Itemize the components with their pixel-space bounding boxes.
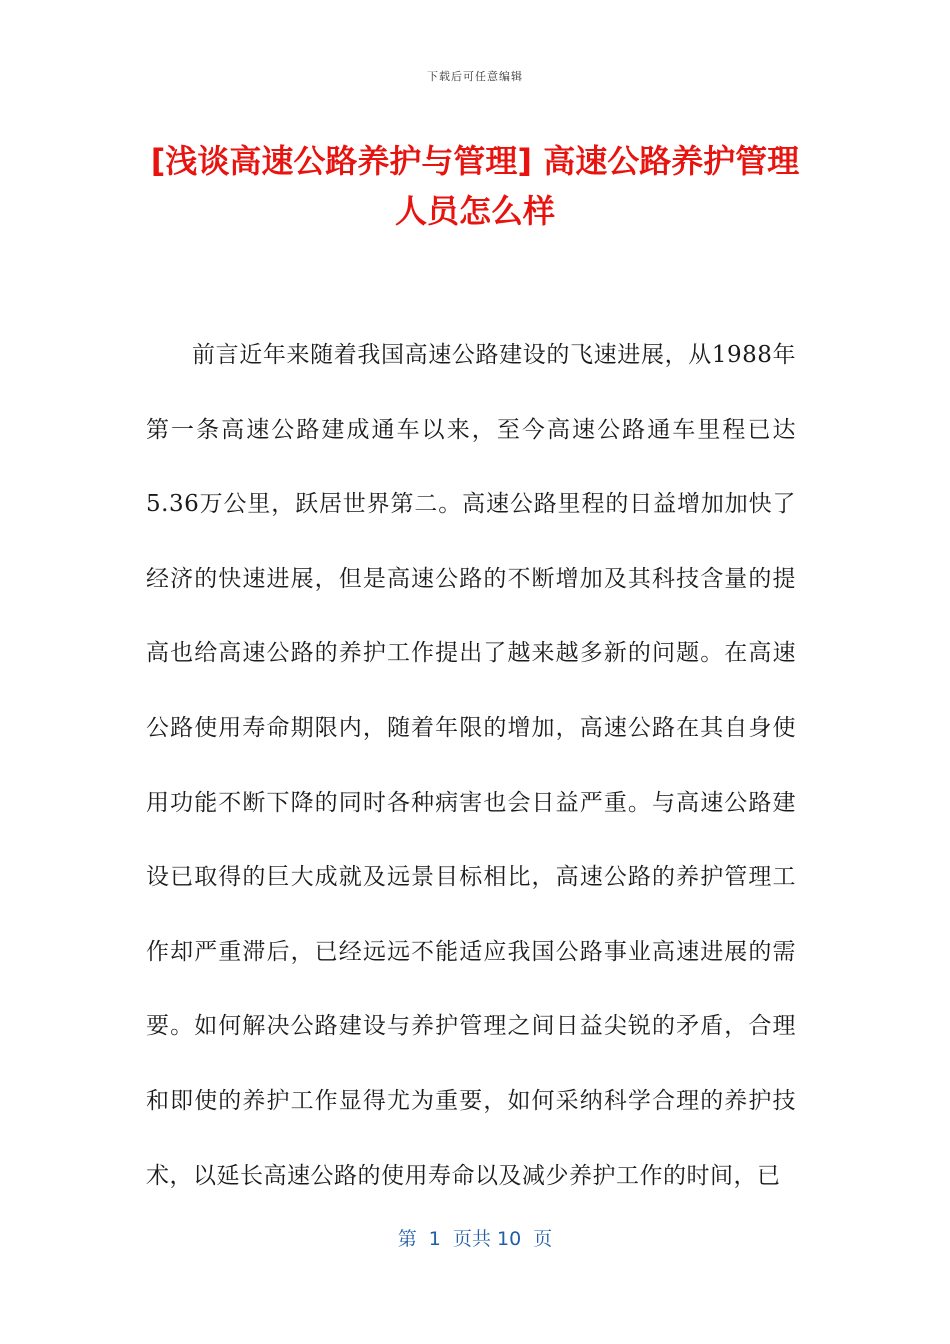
header-note: 下载后可任意编辑: [427, 70, 523, 83]
document-title: [浅谈高速公路养护与管理] 高速公路养护管理人员怎么样: [150, 142, 800, 230]
body-paragraph: 前言近年来随着我国高速公路建设的飞速进展，从1988年第一条高速公路建成通车以来，至今高速公路通车里程已达5.36万公里，跃居世界第二。高速公路里程的日益增加加快了经济的快速进展，但是高速公路的不断增加及其科技含量的提高也给高速公路的养护工作提出了越来越多新的问题。在高速公路使用寿命期限内，随着年限的增加，高速公路在其自身使用功能不断下降的同时各种病害也会日益严重。与高速公路建设已取得的巨大成就及远景目标相比，高速公路的养护管理工作却严重滞后，已经远远不能适应我国公路事业高速进展的需要。如何解决公路建设与养护管理之间日益尖锐的矛盾，合理和即使的养护工作显得尤为重要，如何采纳科学合理的养护技术，以延长高速公路的使用寿命以及减少养护工作的时间，已: [146, 342, 796, 1189]
page-number-footer: 第 1 页共 10 页: [397, 1228, 553, 1250]
